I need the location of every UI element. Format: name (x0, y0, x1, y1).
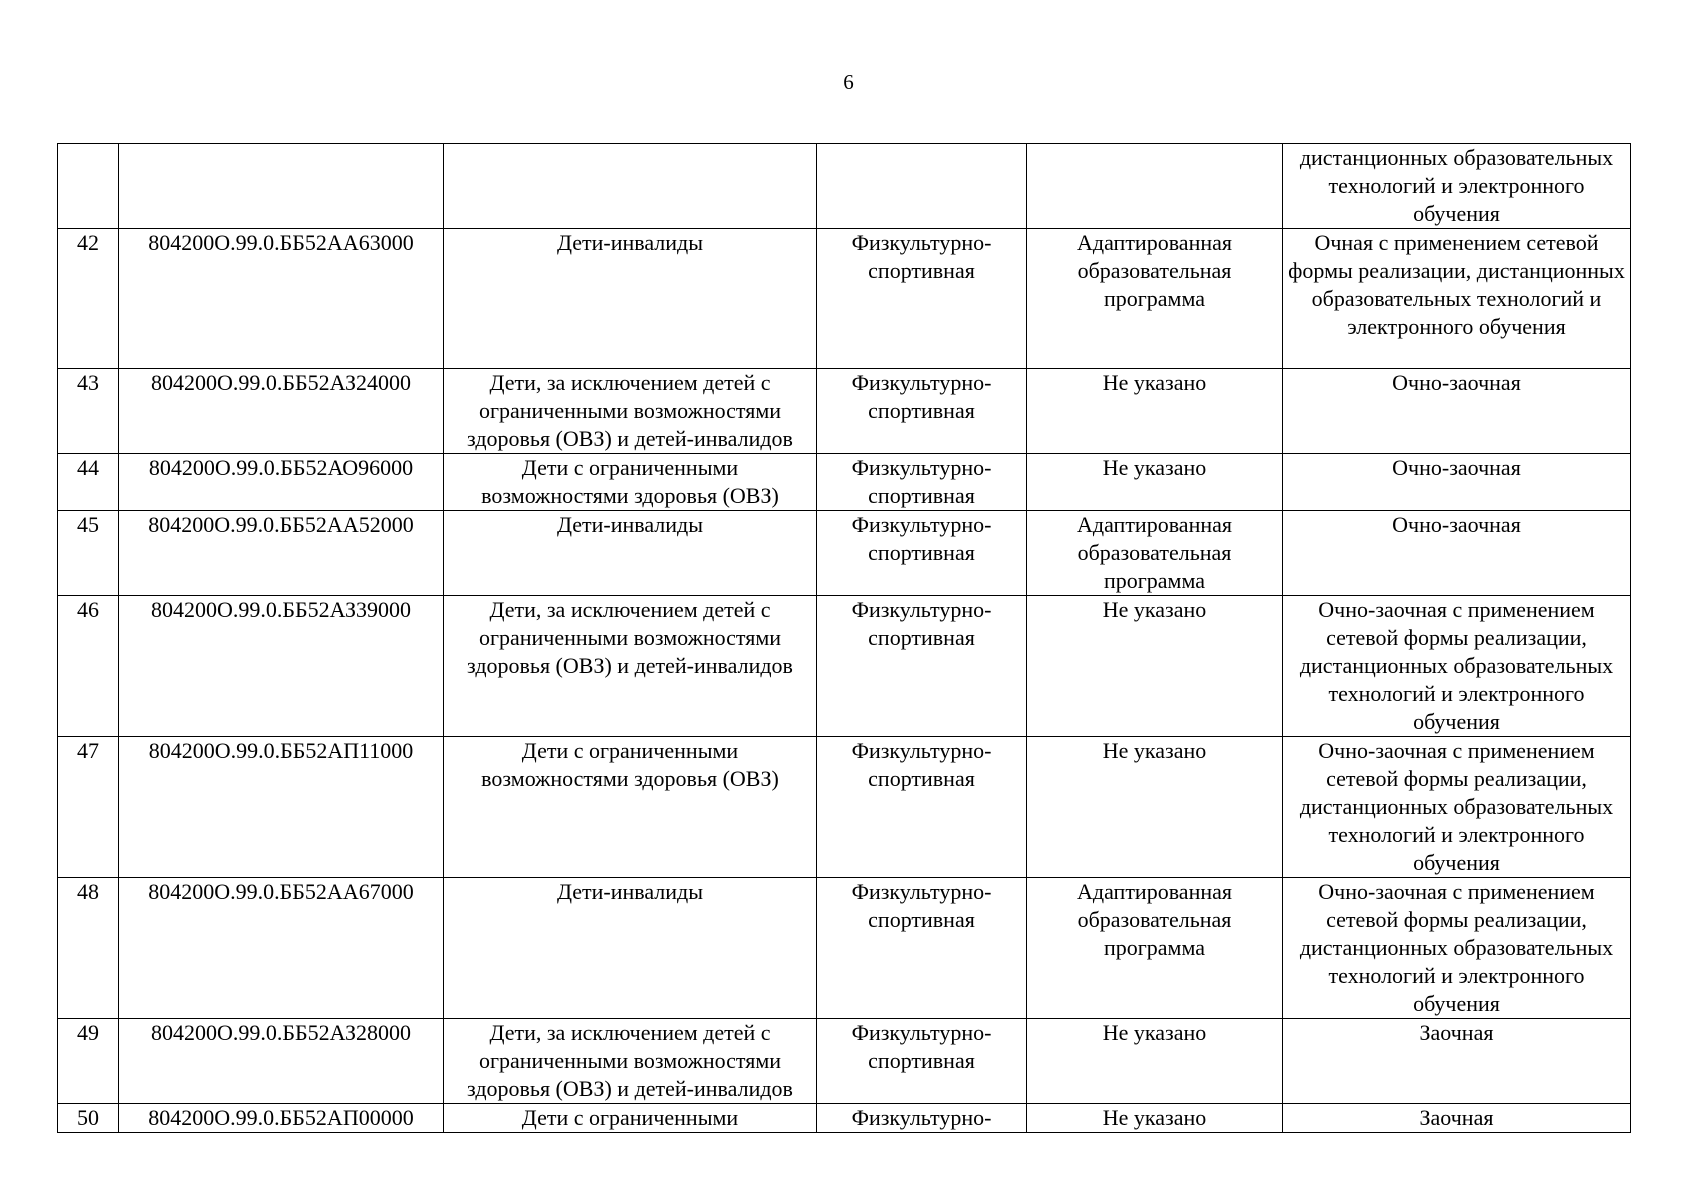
education-form-cell: Заочная (1283, 1104, 1631, 1133)
direction-cell: Физкультурно-спортивная (817, 454, 1027, 511)
education-form-cell: Заочная (1283, 1019, 1631, 1104)
education-form-cell: Очная с применением сетевой формы реализации, дистанционных образовательных технологий и электронного обучения (1283, 229, 1631, 369)
education-form-cell: Очно-заочная (1283, 369, 1631, 454)
category-cell: Дети-инвалиды (444, 229, 817, 369)
education-form-cell: дистанционных образовательных технологий и электронного обучения (1283, 144, 1631, 229)
program-cell: Не указано (1027, 1019, 1283, 1104)
row-number-cell: 47 (58, 737, 119, 878)
service-code-cell: 804200О.99.0.ББ52АЗ24000 (119, 369, 444, 454)
category-cell: Дети, за исключением детей с ограниченными возможностями здоровья (ОВЗ) и детей-инвалидов (444, 596, 817, 737)
service-code-cell: 804200О.99.0.ББ52АА63000 (119, 229, 444, 369)
program-cell: Не указано (1027, 737, 1283, 878)
table-row (58, 454, 1631, 511)
service-code-cell: 804200О.99.0.ББ52АЗ28000 (119, 1019, 444, 1104)
category-cell: Дети с ограниченными возможностями здоровья (ОВЗ) (444, 454, 817, 511)
direction-cell: Физкультурно-спортивная (817, 596, 1027, 737)
row-number-cell: 50 (58, 1104, 119, 1133)
education-form-cell: Очно-заочная (1283, 511, 1631, 596)
direction-cell: Физкультурно-спортивная (817, 1019, 1027, 1104)
direction-cell: Физкультурно-спортивная (817, 737, 1027, 878)
service-code-cell: 804200О.99.0.ББ52АЗ39000 (119, 596, 444, 737)
table-row (58, 596, 1631, 737)
row-number-cell: 45 (58, 511, 119, 596)
program-cell: Не указано (1027, 1104, 1283, 1133)
education-form-cell: Очно-заочная с применением сетевой формы реализации, дистанционных образовательных технологий и электронного обучения (1283, 596, 1631, 737)
education-form-cell: Очно-заочная (1283, 454, 1631, 511)
table-row (58, 1019, 1631, 1104)
table-row (58, 229, 1631, 369)
category-cell (444, 144, 817, 229)
direction-cell: Физкультурно-спортивная (817, 369, 1027, 454)
program-cell (1027, 144, 1283, 229)
table-row (58, 144, 1631, 229)
direction-cell: Физкультурно-спортивная (817, 229, 1027, 369)
row-number-cell: 43 (58, 369, 119, 454)
direction-cell: Физкультурно-спортивная (817, 878, 1027, 1019)
service-code-cell: 804200О.99.0.ББ52АО96000 (119, 454, 444, 511)
table-body (58, 144, 1631, 1133)
table-row (58, 737, 1631, 878)
table-row (58, 369, 1631, 454)
page-number: 6 (843, 70, 854, 94)
program-cell: Адаптированная образовательная программа (1027, 878, 1283, 1019)
row-number-cell: 48 (58, 878, 119, 1019)
service-code-cell: 804200О.99.0.ББ52АП00000 (119, 1104, 444, 1133)
services-table (57, 143, 1631, 1133)
category-cell: Дети-инвалиды (444, 878, 817, 1019)
table-row (58, 878, 1631, 1019)
program-cell: Адаптированная образовательная программа (1027, 511, 1283, 596)
education-form-cell: Очно-заочная с применением сетевой формы реализации, дистанционных образовательных технологий и электронного обучения (1283, 878, 1631, 1019)
direction-cell (817, 144, 1027, 229)
row-number-cell: 49 (58, 1019, 119, 1104)
program-cell: Адаптированная образовательная программа (1027, 229, 1283, 369)
category-cell: Дети с ограниченными возможностями здоровья (ОВЗ) (444, 737, 817, 878)
program-cell: Не указано (1027, 596, 1283, 737)
program-cell: Не указано (1027, 454, 1283, 511)
category-cell: Дети, за исключением детей с ограниченными возможностями здоровья (ОВЗ) и детей-инвалидов (444, 1019, 817, 1104)
service-code-cell: 804200О.99.0.ББ52АП11000 (119, 737, 444, 878)
row-number-cell (58, 144, 119, 229)
row-number-cell: 46 (58, 596, 119, 737)
program-cell: Не указано (1027, 369, 1283, 454)
direction-cell: Физкультурно-спортивная (817, 511, 1027, 596)
category-cell: Дети-инвалиды (444, 511, 817, 596)
category-cell: Дети, за исключением детей с ограниченными возможностями здоровья (ОВЗ) и детей-инвалидов (444, 369, 817, 454)
row-number-cell: 42 (58, 229, 119, 369)
direction-cell: Физкультурно- (817, 1104, 1027, 1133)
table-row (58, 511, 1631, 596)
table-row (58, 1104, 1631, 1133)
service-code-cell: 804200О.99.0.ББ52АА52000 (119, 511, 444, 596)
category-cell: Дети с ограниченными (444, 1104, 817, 1133)
service-code-cell: 804200О.99.0.ББ52АА67000 (119, 878, 444, 1019)
education-form-cell: Очно-заочная с применением сетевой формы реализации, дистанционных образовательных технологий и электронного обучения (1283, 737, 1631, 878)
service-code-cell (119, 144, 444, 229)
row-number-cell: 44 (58, 454, 119, 511)
